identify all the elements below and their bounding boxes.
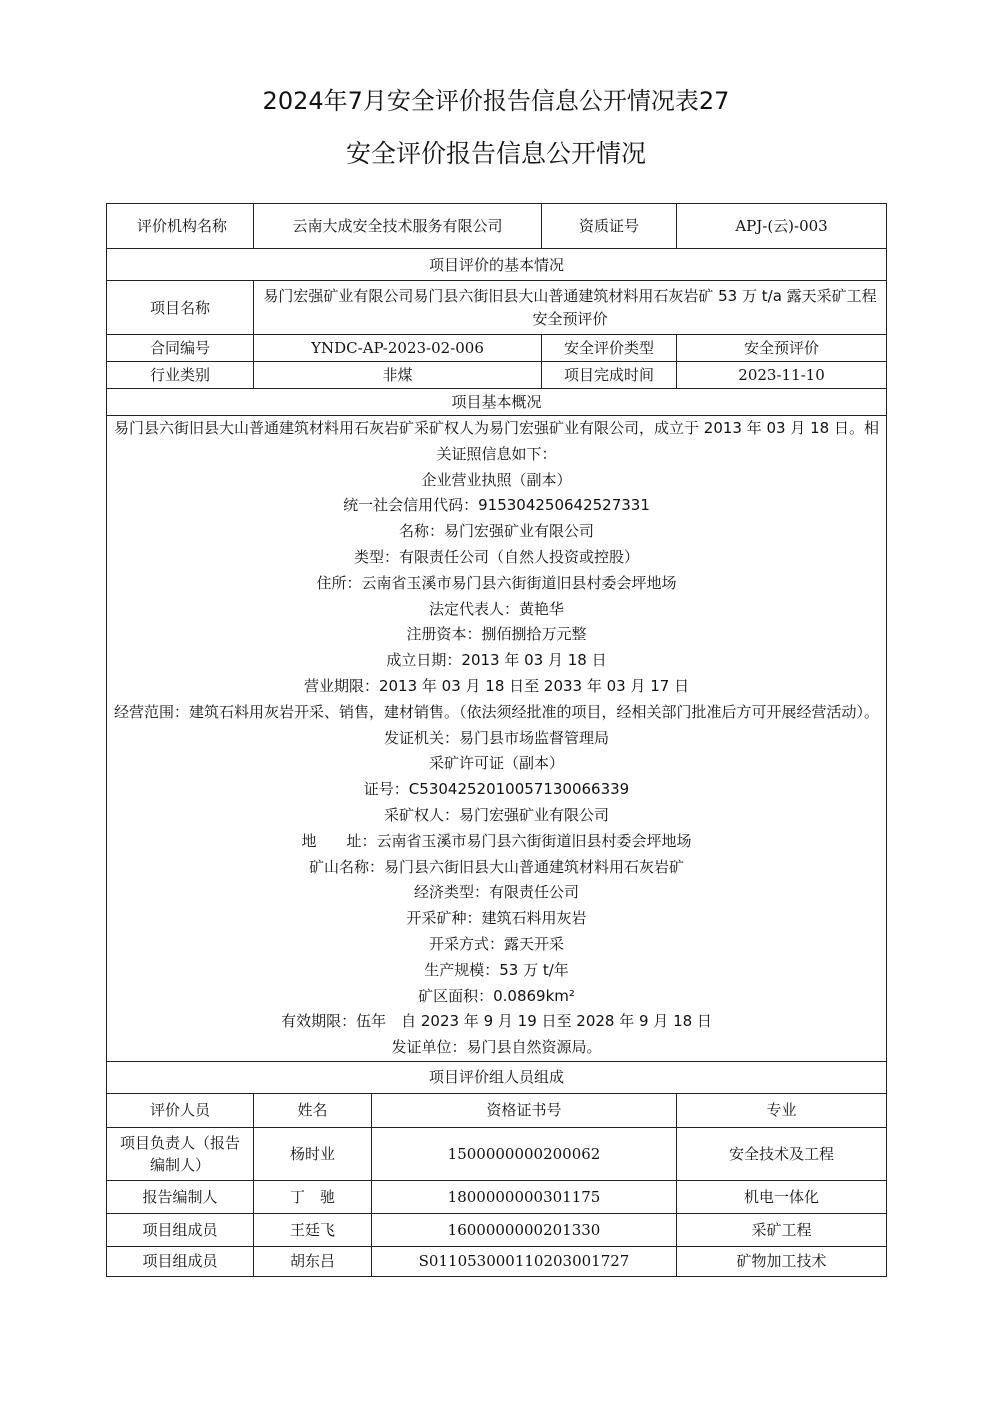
contract-row: [107, 335, 887, 362]
overview-line: 统一社会信用代码：915304250642527331: [343, 496, 650, 515]
overview-line: 开采矿种：建筑石料用灰岩: [406, 909, 587, 928]
industry-label: 行业类别: [107, 362, 254, 389]
table-row: [107, 1246, 887, 1276]
project-name-label: 项目名称: [107, 281, 254, 335]
section-overview: 项目基本概况: [107, 389, 887, 416]
section-basic: 项目评价的基本情况: [107, 249, 887, 281]
cert-label: 资质证号: [542, 204, 677, 249]
overview-row: [107, 416, 887, 1062]
project-name-row: [107, 281, 887, 335]
overview-line: 采矿权人：易门宏强矿业有限公司: [384, 805, 610, 824]
section-team: 项目评价组人员组成: [107, 1061, 887, 1093]
team-cert: 1800000000301175: [372, 1180, 677, 1213]
team-role: 项目负责人（报告编制人）: [107, 1127, 254, 1180]
team-cert: 1500000000200062: [372, 1127, 677, 1180]
org-row: [107, 204, 887, 249]
overview-line: 成立日期：2013 年 03 月 18 日: [386, 651, 607, 670]
overview-line: 法定代表人：黄艳华: [429, 599, 565, 618]
team-cert: 1600000000201330: [372, 1213, 677, 1246]
team-header-row: [107, 1093, 887, 1127]
team-major: 机电一体化: [677, 1180, 887, 1213]
overview-line: 名称：易门宏强矿业有限公司: [399, 522, 595, 541]
cert-value: APJ-(云)-003: [677, 204, 887, 249]
document-title: 2024年7月安全评价报告信息公开情况表27: [262, 87, 730, 115]
overview-body: [107, 416, 887, 1062]
overview-line: 采矿许可证（副本）: [429, 754, 565, 773]
overview-line: 易门县六街旧县大山普通建筑材料用石灰岩矿采矿权人为易门宏强矿业有限公司，成立于 2013 年 03 月 18 日。相关证照信息如下：: [114, 419, 879, 463]
section-overview-row: [107, 389, 887, 416]
team-name: 王廷飞: [254, 1213, 372, 1246]
team-cert: S011053000110203001727: [372, 1246, 677, 1276]
overview-line: 住所：云南省玉溪市易门县六街街道旧县村委会坪地场: [316, 573, 677, 592]
team-header-name: 姓名: [254, 1093, 372, 1127]
team-major: 采矿工程: [677, 1213, 887, 1246]
overview-line: 证号：C5304252010057130066339: [363, 780, 630, 799]
table-row: [107, 1180, 887, 1213]
team-role: 项目组成员: [107, 1246, 254, 1276]
overview-line: 有效期限：伍年 自 2023 年 9 月 19 日至 2028 年 9 月 18 日: [281, 1012, 712, 1031]
team-header-major: 专业: [677, 1093, 887, 1127]
document-subtitle: 安全评价报告信息公开情况: [345, 139, 646, 168]
overview-line: 企业营业执照（副本）: [421, 470, 572, 489]
overview-line: 矿山名称：易门县六街旧县大山普通建筑材料用石灰岩矿: [309, 857, 685, 876]
team-header-role: 评价人员: [107, 1093, 254, 1127]
completion-label: 项目完成时间: [542, 362, 677, 389]
team-name: 胡东吕: [254, 1246, 372, 1276]
eval-type-value: 安全预评价: [677, 335, 887, 362]
industry-row: [107, 362, 887, 389]
eval-type-label: 安全评价类型: [542, 335, 677, 362]
table-row: [107, 1127, 887, 1180]
overview-line: 生产规模：53 万 t/年: [424, 960, 569, 979]
industry-value: 非煤: [254, 362, 542, 389]
overview-line: 发证机关：易门县市场监督管理局: [384, 728, 610, 747]
contract-value: YNDC-AP-2023-02-006: [254, 335, 542, 362]
overview-line: 经济类型：有限责任公司: [414, 883, 580, 902]
team-name: 杨时业: [254, 1127, 372, 1180]
org-label: 评价机构名称: [107, 204, 254, 249]
completion-value: 2023-11-10: [677, 362, 887, 389]
section-team-row: [107, 1061, 887, 1093]
project-name-value: 易门宏强矿业有限公司易门县六街旧县大山普通建筑材料用石灰岩矿 53 万 t/a 露天采矿工程安全预评价: [254, 281, 887, 335]
contract-label: 合同编号: [107, 335, 254, 362]
overview-line: 开采方式：露天开采: [429, 934, 565, 953]
team-major: 安全技术及工程: [677, 1127, 887, 1180]
overview-line: 经营范围：建筑石料用灰岩开采、销售，建材销售。（依法须经批准的项目，经相关部门批准后方可开展经营活动）。: [114, 702, 880, 721]
team-role: 项目组成员: [107, 1213, 254, 1246]
team-header-cert: 资格证书号: [372, 1093, 677, 1127]
info-table: [106, 203, 887, 1277]
section-basic-row: [107, 249, 887, 281]
overview-line: 营业期限：2013 年 03 月 18 日至 2033 年 03 月 17 日: [303, 676, 690, 695]
overview-line: 发证单位：易门县自然资源局。: [391, 1038, 602, 1057]
overview-line: 地 址：云南省玉溪市易门县六街街道旧县村委会坪地场: [301, 831, 692, 850]
team-major: 矿物加工技术: [677, 1246, 887, 1276]
table-row: [107, 1213, 887, 1246]
overview-line: 矿区面积：0.0869km²: [418, 986, 575, 1005]
org-value: 云南大成安全技术服务有限公司: [254, 204, 542, 249]
team-role: 报告编制人: [107, 1180, 254, 1213]
overview-line: 类型：有限责任公司（自然人投资或控股）: [354, 547, 640, 566]
team-name: 丁 驰: [254, 1180, 372, 1213]
overview-line: 注册资本：捌佰捌拾万元整: [406, 625, 587, 644]
